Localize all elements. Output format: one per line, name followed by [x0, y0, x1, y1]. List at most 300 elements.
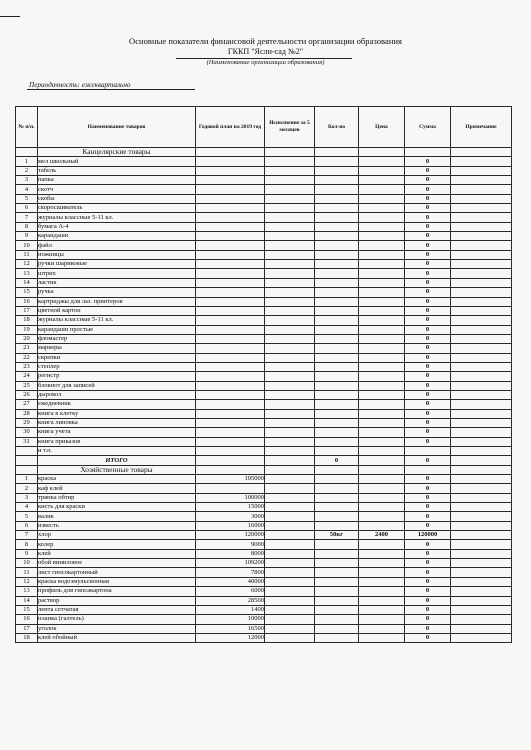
- annual-plan: [196, 465, 265, 474]
- quantity: [315, 334, 359, 343]
- execution: [265, 549, 315, 558]
- sum: 0: [405, 157, 451, 166]
- price: [359, 288, 405, 297]
- note: [451, 587, 512, 596]
- col-note-header: Примечание: [451, 107, 512, 148]
- sum: 0: [405, 194, 451, 203]
- sum: 0: [405, 166, 451, 175]
- price: [359, 447, 405, 456]
- table-row: [16, 447, 512, 456]
- row-number: [16, 456, 38, 465]
- note: [451, 549, 512, 558]
- price: [359, 297, 405, 306]
- quantity: [315, 615, 359, 624]
- execution: [265, 148, 315, 157]
- quantity: [315, 176, 359, 185]
- row-number: 3: [16, 176, 38, 185]
- item-name: цветной картон: [38, 306, 196, 315]
- table-row: [16, 521, 512, 530]
- sum: 0: [405, 577, 451, 586]
- item-name: книга линовка: [38, 418, 196, 427]
- note: [451, 400, 512, 409]
- price: [359, 465, 405, 474]
- row-number: 4: [16, 503, 38, 512]
- item-name: планка (галтель): [38, 615, 196, 624]
- table-row: [16, 325, 512, 334]
- annual-plan: [196, 418, 265, 427]
- item-name: обой виниловое: [38, 559, 196, 568]
- price: [359, 484, 405, 493]
- table-row: [16, 278, 512, 287]
- note: [451, 596, 512, 605]
- execution: [265, 512, 315, 521]
- note: [451, 362, 512, 371]
- quantity: [315, 418, 359, 427]
- item-name: ежедневник: [38, 400, 196, 409]
- annual-plan: [196, 278, 265, 287]
- price: [359, 250, 405, 259]
- quantity: [315, 409, 359, 418]
- price: [359, 204, 405, 213]
- quantity: [315, 316, 359, 325]
- quantity: [315, 390, 359, 399]
- price: [359, 278, 405, 287]
- quantity: [315, 213, 359, 222]
- sum: 0: [405, 316, 451, 325]
- execution: [265, 596, 315, 605]
- quantity: [315, 166, 359, 175]
- row-number: 20: [16, 334, 38, 343]
- annual-plan: [196, 362, 265, 371]
- price: [359, 475, 405, 484]
- quantity: [315, 325, 359, 334]
- item-name: Хозяйственные товары: [38, 465, 196, 474]
- note: [451, 624, 512, 633]
- item-name: журналы классные 5-11 кл.: [38, 213, 196, 222]
- table-row: [16, 549, 512, 558]
- sum: 0: [405, 633, 451, 642]
- annual-plan: [196, 447, 265, 456]
- row-number: [16, 447, 38, 456]
- note: [451, 390, 512, 399]
- price: [359, 362, 405, 371]
- table-row: [16, 615, 512, 624]
- annual-plan: [196, 176, 265, 185]
- quantity: [315, 288, 359, 297]
- sum: 0: [405, 409, 451, 418]
- row-number: 6: [16, 204, 38, 213]
- table-row: [16, 334, 512, 343]
- sum: 0: [405, 288, 451, 297]
- annual-plan: [196, 428, 265, 437]
- annual-plan: [196, 213, 265, 222]
- item-name: валик: [38, 512, 196, 521]
- annual-plan: [196, 288, 265, 297]
- price: [359, 325, 405, 334]
- row-number: 27: [16, 400, 38, 409]
- note: [451, 194, 512, 203]
- row-number: 7: [16, 213, 38, 222]
- organization-name: ГККП "Ясли-сад №2": [227, 47, 304, 56]
- col-name-header: Наименование товаров: [38, 107, 196, 148]
- note: [451, 409, 512, 418]
- note: [451, 428, 512, 437]
- sum: 0: [405, 213, 451, 222]
- quantity: [315, 540, 359, 549]
- quantity: [315, 465, 359, 474]
- table-row: [16, 213, 512, 222]
- note: [451, 615, 512, 624]
- note: [451, 232, 512, 241]
- row-number: 7: [16, 531, 38, 540]
- sum: 0: [405, 269, 451, 278]
- quantity: [315, 605, 359, 614]
- price: [359, 596, 405, 605]
- item-name: известь: [38, 521, 196, 530]
- price: [359, 633, 405, 642]
- item-name: каф клей: [38, 484, 196, 493]
- quantity: [315, 512, 359, 521]
- execution: [265, 316, 315, 325]
- sum: 0: [405, 549, 451, 558]
- note: [451, 250, 512, 259]
- table-row: [16, 493, 512, 502]
- annual-plan: 8000: [196, 549, 265, 558]
- annual-plan: 105000: [196, 475, 265, 484]
- price: [359, 148, 405, 157]
- table-row: [16, 596, 512, 605]
- table-row: [16, 306, 512, 315]
- document-title: Основные показатели финансовой деятельности организации образования: [129, 36, 402, 46]
- table-row: [16, 568, 512, 577]
- quantity: [315, 278, 359, 287]
- quantity: [315, 596, 359, 605]
- row-number: [16, 465, 38, 474]
- price: [359, 344, 405, 353]
- execution: [265, 400, 315, 409]
- price: [359, 390, 405, 399]
- table-row: [16, 437, 512, 446]
- note: [451, 456, 512, 465]
- annual-plan: 16000: [196, 521, 265, 530]
- quantity: [315, 260, 359, 269]
- table-row: [16, 512, 512, 521]
- quantity: [315, 185, 359, 194]
- sum: 0: [405, 278, 451, 287]
- quantity: [315, 475, 359, 484]
- quantity: [315, 493, 359, 502]
- quantity: [315, 204, 359, 213]
- quantity: [315, 297, 359, 306]
- quantity: [315, 503, 359, 512]
- table-row: [16, 194, 512, 203]
- annual-plan: 9000: [196, 540, 265, 549]
- item-name: ластик: [38, 278, 196, 287]
- table-row: [16, 390, 512, 399]
- annual-plan: 10000: [196, 615, 265, 624]
- quantity: 0: [315, 456, 359, 465]
- item-name: ножницы: [38, 250, 196, 259]
- note: [451, 381, 512, 390]
- quantity: [315, 381, 359, 390]
- row-number: 10: [16, 241, 38, 250]
- execution: [265, 222, 315, 231]
- table-row: [16, 344, 512, 353]
- execution: [265, 577, 315, 586]
- sum: 0: [405, 587, 451, 596]
- price: [359, 269, 405, 278]
- item-name: табель: [38, 166, 196, 175]
- note: [451, 605, 512, 614]
- note: [451, 418, 512, 427]
- row-number: 10: [16, 559, 38, 568]
- note: [451, 204, 512, 213]
- execution: [265, 493, 315, 502]
- sum: 0: [405, 334, 451, 343]
- item-name: клей обойный: [38, 633, 196, 642]
- row-number: 2: [16, 484, 38, 493]
- row-number: 23: [16, 362, 38, 371]
- annual-plan: [196, 250, 265, 259]
- quantity: [315, 400, 359, 409]
- table-header-row: [16, 107, 512, 148]
- table-row: [16, 605, 512, 614]
- sum: 0: [405, 372, 451, 381]
- annual-plan: [196, 269, 265, 278]
- annual-plan: 40000: [196, 577, 265, 586]
- sum: 0: [405, 260, 451, 269]
- annual-plan: [196, 297, 265, 306]
- price: 2400: [359, 531, 405, 540]
- item-name: картриджы для лаз. принтеров: [38, 297, 196, 306]
- quantity: [315, 624, 359, 633]
- price: [359, 493, 405, 502]
- table-row: [16, 353, 512, 362]
- quantity: [315, 577, 359, 586]
- item-name: лист гипсокартонный: [38, 568, 196, 577]
- row-number: 17: [16, 306, 38, 315]
- sum: 0: [405, 456, 451, 465]
- quantity: [315, 484, 359, 493]
- price: [359, 540, 405, 549]
- price: [359, 409, 405, 418]
- table-row: [16, 559, 512, 568]
- price: [359, 428, 405, 437]
- item-name: краска водоэмульсионная: [38, 577, 196, 586]
- execution: [265, 344, 315, 353]
- price: [359, 512, 405, 521]
- section-header-row: [16, 465, 512, 474]
- execution: [265, 288, 315, 297]
- row-number: 16: [16, 615, 38, 624]
- quantity: [315, 549, 359, 558]
- annual-plan: [196, 400, 265, 409]
- table-row: [16, 531, 512, 540]
- sum: 0: [405, 559, 451, 568]
- price: [359, 306, 405, 315]
- note: [451, 334, 512, 343]
- execution: [265, 269, 315, 278]
- table-row: [16, 624, 512, 633]
- note: [451, 269, 512, 278]
- col-sum-header: Сумма: [405, 107, 451, 148]
- col-price-header: Цена: [359, 107, 405, 148]
- quantity: 50кг: [315, 531, 359, 540]
- col-qty-header: Кол-во: [315, 107, 359, 148]
- total-row: [16, 456, 512, 465]
- row-number: 25: [16, 381, 38, 390]
- row-number: 13: [16, 587, 38, 596]
- sum: 0: [405, 241, 451, 250]
- row-number: 15: [16, 288, 38, 297]
- price: [359, 185, 405, 194]
- quantity: [315, 353, 359, 362]
- note: [451, 213, 512, 222]
- execution: [265, 334, 315, 343]
- price: [359, 437, 405, 446]
- execution: [265, 568, 315, 577]
- price: [359, 587, 405, 596]
- table-row: [16, 260, 512, 269]
- row-number: 14: [16, 596, 38, 605]
- price: [359, 400, 405, 409]
- quantity: [315, 437, 359, 446]
- price: [359, 260, 405, 269]
- row-number: 8: [16, 222, 38, 231]
- annual-plan: 15000: [196, 503, 265, 512]
- row-number: 12: [16, 260, 38, 269]
- col-plan-header: Годовой план на 2019 год: [196, 107, 265, 148]
- quantity: [315, 521, 359, 530]
- quantity: [315, 232, 359, 241]
- row-number: 8: [16, 540, 38, 549]
- item-name: карандаши: [38, 232, 196, 241]
- execution: [265, 297, 315, 306]
- annual-plan: [196, 222, 265, 231]
- row-number: 16: [16, 297, 38, 306]
- table-row: [16, 400, 512, 409]
- sum: [405, 447, 451, 456]
- sum: 0: [405, 540, 451, 549]
- execution: [265, 624, 315, 633]
- row-number: 1: [16, 157, 38, 166]
- price: [359, 213, 405, 222]
- item-name: и т.п.: [38, 447, 196, 456]
- quantity: [315, 157, 359, 166]
- quantity: [315, 306, 359, 315]
- note: [451, 559, 512, 568]
- sum: 0: [405, 325, 451, 334]
- row-number: 2: [16, 166, 38, 175]
- annual-plan: [196, 157, 265, 166]
- sum: [405, 465, 451, 474]
- price: [359, 353, 405, 362]
- price: [359, 381, 405, 390]
- execution: [265, 587, 315, 596]
- item-name: фломастер: [38, 334, 196, 343]
- item-name: маркеры: [38, 344, 196, 353]
- annual-plan: [196, 381, 265, 390]
- sum: 0: [405, 204, 451, 213]
- price: [359, 549, 405, 558]
- item-name: лента сетчатая: [38, 605, 196, 614]
- sum: 120000: [405, 531, 451, 540]
- table-row: [16, 204, 512, 213]
- table-row: [16, 222, 512, 231]
- execution: [265, 540, 315, 549]
- annual-plan: 3000: [196, 512, 265, 521]
- execution: [265, 437, 315, 446]
- price: [359, 456, 405, 465]
- price: [359, 568, 405, 577]
- item-name: книга учета: [38, 428, 196, 437]
- annual-plan: [196, 204, 265, 213]
- item-name: ручка: [38, 288, 196, 297]
- execution: [265, 531, 315, 540]
- sum: 0: [405, 475, 451, 484]
- annual-plan: [196, 325, 265, 334]
- sum: 0: [405, 624, 451, 633]
- item-name: хлор: [38, 531, 196, 540]
- col-exec-header: Исполнение за 5 месяцев: [265, 107, 315, 148]
- sum: 0: [405, 493, 451, 502]
- note: [451, 344, 512, 353]
- sum: 0: [405, 503, 451, 512]
- row-number: 4: [16, 185, 38, 194]
- quantity: [315, 148, 359, 157]
- note: [451, 521, 512, 530]
- table-row: [16, 503, 512, 512]
- item-name: мел школьный: [38, 157, 196, 166]
- sum: 0: [405, 362, 451, 371]
- item-name: скоросшиватель: [38, 204, 196, 213]
- annual-plan: 6000: [196, 587, 265, 596]
- note: [451, 447, 512, 456]
- execution: [265, 325, 315, 334]
- price: [359, 176, 405, 185]
- table-row: [16, 372, 512, 381]
- sum: 0: [405, 344, 451, 353]
- execution: [265, 390, 315, 399]
- execution: [265, 409, 315, 418]
- execution: [265, 250, 315, 259]
- annual-plan: [196, 306, 265, 315]
- row-number: 18: [16, 316, 38, 325]
- note: [451, 568, 512, 577]
- execution: [265, 428, 315, 437]
- execution: [265, 465, 315, 474]
- table-row: [16, 577, 512, 586]
- price: [359, 157, 405, 166]
- item-name: ИТОГО: [38, 456, 196, 465]
- note: [451, 503, 512, 512]
- sum: 0: [405, 400, 451, 409]
- execution: [265, 418, 315, 427]
- table-row: [16, 540, 512, 549]
- price: [359, 194, 405, 203]
- table-row: [16, 185, 512, 194]
- annual-plan: [196, 390, 265, 399]
- note: [451, 577, 512, 586]
- row-number: 13: [16, 269, 38, 278]
- sum: 0: [405, 418, 451, 427]
- sum: 0: [405, 437, 451, 446]
- price: [359, 503, 405, 512]
- annual-plan: 100000: [196, 493, 265, 502]
- execution: [265, 157, 315, 166]
- row-number: 9: [16, 232, 38, 241]
- price: [359, 577, 405, 586]
